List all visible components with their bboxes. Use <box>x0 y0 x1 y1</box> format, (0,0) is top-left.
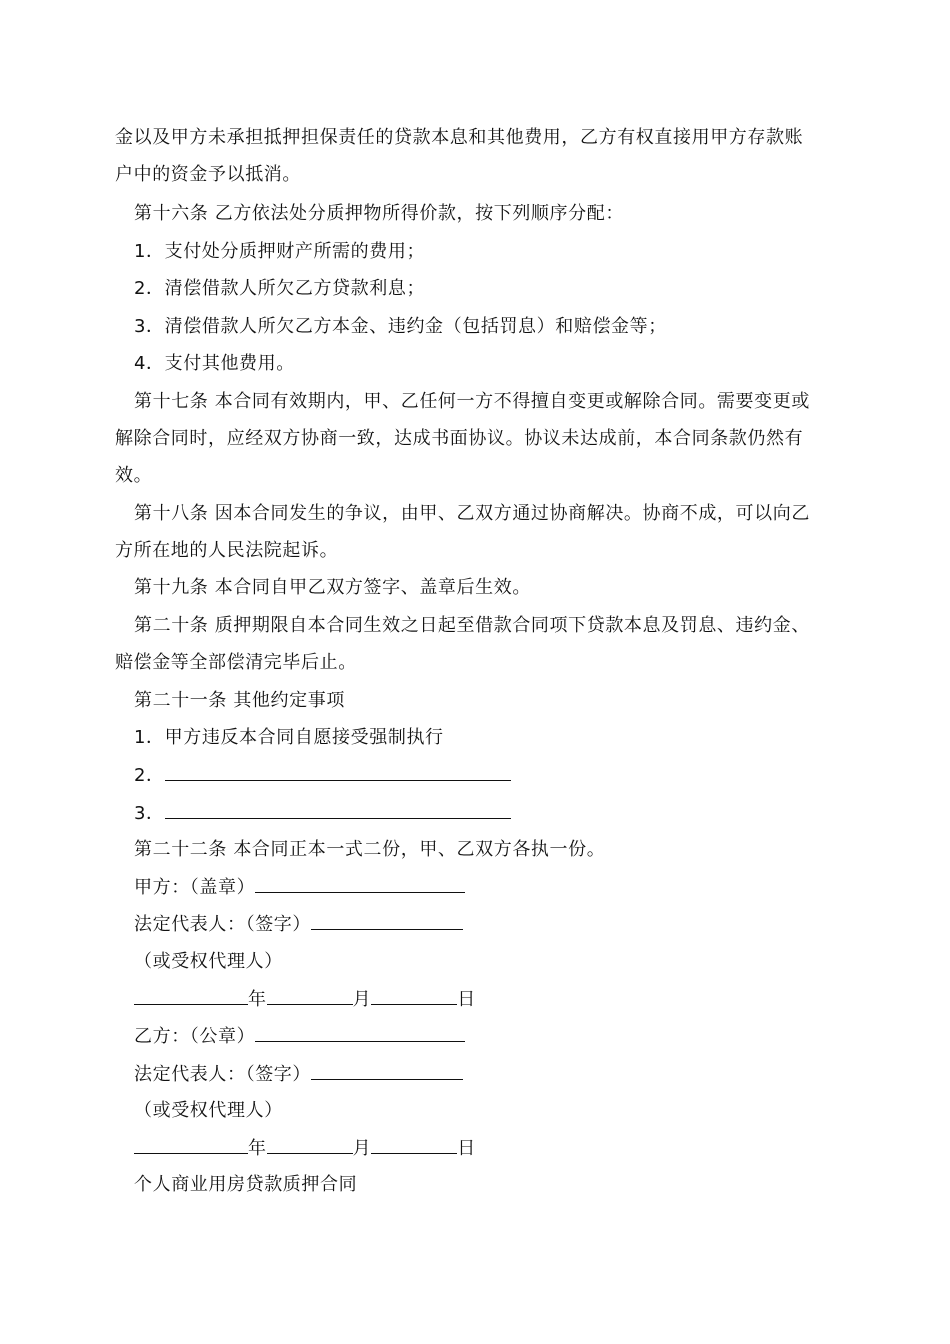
body-text-line: 金以及甲方未承担抵押担保责任的贷款本息和其他费用，乙方有权直接用甲方存款账 <box>115 127 804 148</box>
list-item: 2．清偿借款人所欠乙方贷款利息； <box>134 278 426 299</box>
party-b-date-line <box>134 1135 476 1161</box>
month-blank[interactable] <box>267 986 353 1005</box>
party-b-seal-label: 乙方：（公章） <box>134 1026 256 1047</box>
article-16-heading: 第十六条 乙方依法处分质押物所得价款，按下列顺序分配： <box>134 203 624 224</box>
article-18-text: 第十八条 因本合同发生的争议，由甲、乙双方通过协商解决。协商不成，可以向乙 <box>134 503 810 524</box>
article-17-text: 第十七条 本合同有效期内，甲、乙任何一方不得擅自变更或解除合同。需要变更或 <box>134 391 810 412</box>
month-label: 月 <box>352 1138 372 1159</box>
list-item-blank-2 <box>134 762 511 788</box>
year-blank[interactable] <box>134 1135 248 1154</box>
year-label: 年 <box>248 1138 267 1159</box>
article-22-text: 第二十二条 本合同正本一式二份，甲、乙双方各执一份。 <box>134 839 606 860</box>
article-19-text: 第十九条 本合同自甲乙双方签字、盖章后生效。 <box>134 577 531 598</box>
article-21-heading: 第二十一条 其他约定事项 <box>134 690 345 711</box>
party-a-agent-note: （或受权代理人） <box>134 951 283 972</box>
month-blank[interactable] <box>267 1135 353 1154</box>
fill-in-blank[interactable] <box>165 800 511 819</box>
party-b-rep-line <box>134 1061 463 1087</box>
body-text-line: 方所在地的人民法院起诉。 <box>115 540 339 561</box>
day-label: 日 <box>457 989 476 1010</box>
article-20-text: 第二十条 质押期限自本合同生效之日起至借款合同项下贷款本息及罚息、违约金、 <box>134 615 810 636</box>
day-label: 日 <box>457 1138 476 1159</box>
year-blank[interactable] <box>134 986 248 1005</box>
party-a-rep-line <box>134 911 463 937</box>
document-title-footer: 个人商业用房贷款质押合同 <box>134 1174 358 1195</box>
list-item-blank-3 <box>134 800 511 826</box>
list-item: 4．支付其他费用。 <box>134 353 295 374</box>
day-blank[interactable] <box>371 986 457 1005</box>
month-label: 月 <box>352 989 372 1010</box>
party-b-rep-blank[interactable] <box>311 1061 463 1080</box>
day-blank[interactable] <box>371 1135 457 1154</box>
party-a-rep-label: 法定代表人：（签字） <box>134 914 311 935</box>
list-item-number: 2． <box>134 765 165 786</box>
list-item: 3．清偿借款人所欠乙方本金、违约金（包括罚息）和赔偿金等； <box>134 316 667 337</box>
party-b-agent-note: （或受权代理人） <box>134 1100 283 1121</box>
year-label: 年 <box>248 989 267 1010</box>
party-a-seal-blank[interactable] <box>255 874 465 893</box>
party-a-date-line <box>134 986 476 1012</box>
body-text-line: 解除合同时，应经双方协商一致，达成书面协议。协议未达成前，本合同条款仍然有 <box>115 428 804 449</box>
list-item: 1．甲方违反本合同自愿接受强制执行 <box>134 727 444 748</box>
body-text-line: 赔偿金等全部偿清完毕后止。 <box>115 652 357 673</box>
party-b-rep-label: 法定代表人：（签字） <box>134 1064 311 1085</box>
party-a-rep-blank[interactable] <box>311 911 463 930</box>
body-text-line: 效。 <box>115 465 153 486</box>
party-b-seal-line <box>134 1023 465 1049</box>
party-b-seal-blank[interactable] <box>255 1023 465 1042</box>
party-a-seal-label: 甲方：（盖章） <box>134 877 256 898</box>
list-item-number: 3． <box>134 803 165 824</box>
list-item: 1．支付处分质押财产所需的费用； <box>134 241 426 262</box>
party-a-seal-line <box>134 874 465 900</box>
fill-in-blank[interactable] <box>165 762 511 781</box>
body-text-line: 户中的资金予以抵消。 <box>115 164 301 185</box>
